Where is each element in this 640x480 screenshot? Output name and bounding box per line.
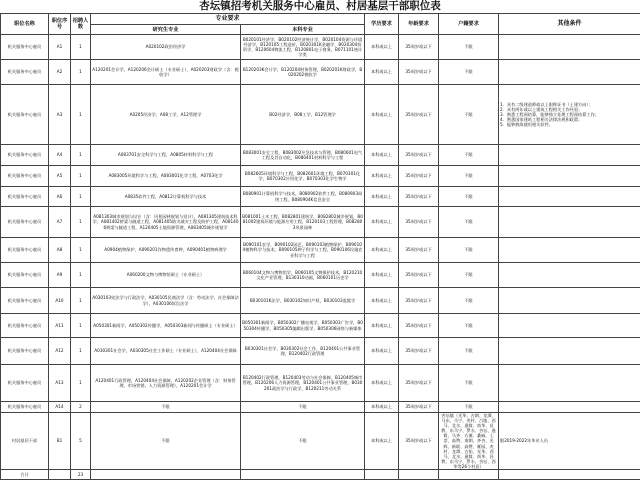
row-count: 1 xyxy=(71,314,91,338)
row-edu: 本科或以上 xyxy=(365,145,399,166)
row-pos-code: B1 xyxy=(49,413,71,470)
row-edu: 本科或以上 xyxy=(365,263,399,288)
row-grad: A0205经济学，A08工学，A12管理学 xyxy=(91,85,241,145)
row-hukou: 不限 xyxy=(439,365,499,402)
row-grad: A120401行政管理，A120404社会保障，A120202企业管理（含：财务管理、市场营销、人力资源管理），A120201会计学 xyxy=(91,365,241,402)
row-count: 1 xyxy=(71,35,91,60)
row-count: 1 xyxy=(71,263,91,288)
row-age: 35周岁或以下 xyxy=(399,187,439,207)
row-hukou: 不限 xyxy=(439,402,499,413)
row-pos-code: A12 xyxy=(49,338,71,365)
row-pos-name: 村居基层干部 xyxy=(1,413,49,470)
row-other xyxy=(499,187,640,207)
row-age: 35周岁或以下 xyxy=(399,402,439,413)
header-hukou: 户籍要求 xyxy=(439,14,499,35)
row-age: 35周岁或以下 xyxy=(399,145,439,166)
row-pos-code: A3 xyxy=(49,85,71,145)
row-ug: B080901计算机科学与技术，B080902软件工程，B080903网络工程，B080904K信息安全 xyxy=(241,187,365,207)
row-count: 1 xyxy=(71,238,91,263)
row-edu: 本科或以上 xyxy=(365,238,399,263)
total-grad xyxy=(91,470,241,480)
row-pos-name: 机关服务中心雇员 xyxy=(1,145,49,166)
row-edu: 本科或以上 xyxy=(365,207,399,238)
row-count: 5 xyxy=(71,413,91,470)
row-ug: B060104文物与博物馆学，B060105文物保护技术，B120210文化产业管理，B130310动画，B060101历史学 xyxy=(241,263,365,288)
row-edu: 本科或以上 xyxy=(365,413,399,470)
row-hukou: 不限 xyxy=(439,166,499,187)
row-edu: 本科或以上 xyxy=(365,166,399,187)
row-edu: 本科或以上 xyxy=(365,60,399,85)
row-ug: B020101经济学，B020102经济统计学，B020104资源与环境经济学，B120105工程造价，B020301K金融学，B020304投资学，B120604物流工程，B120801电子商务，B071101统计学类 xyxy=(241,35,365,60)
row-other xyxy=(499,338,640,365)
row-pos-name: 机关服务中心雇员 xyxy=(1,207,49,238)
row-pos-name: 机关服务中心雇员 xyxy=(1,35,49,60)
row-pos-code: A4 xyxy=(49,145,71,166)
table-row xyxy=(1,145,640,166)
header-row xyxy=(1,14,640,25)
row-age: 35周岁或以下 xyxy=(399,263,439,288)
row-edu: 本科或以上 xyxy=(365,338,399,365)
row-ug: B090101农学，B090102园艺，B090103植物保护，B090104植物科学与技术，B090105种子科学与工程，B090106设施农业科学与工程 xyxy=(241,238,365,263)
row-edu: 本科或以上 xyxy=(365,288,399,314)
table-row xyxy=(1,365,640,402)
table-row xyxy=(1,288,640,314)
table-row xyxy=(1,263,640,288)
row-hukou: 不限 xyxy=(439,60,499,85)
table-row xyxy=(1,187,640,207)
row-edu: 本科或以上 xyxy=(365,85,399,145)
row-pos-name: 机关服务中心雇员 xyxy=(1,85,49,145)
row-grad: A050301新闻学，A050302传播学，A050303新闻与传播硕士（专业硕士） xyxy=(91,314,241,338)
row-other xyxy=(499,166,640,187)
row-age: 35周岁或以下 xyxy=(399,314,439,338)
row-pos-name: 机关服务中心雇员 xyxy=(1,238,49,263)
total-hukou xyxy=(439,470,499,480)
row-count: 1 xyxy=(71,60,91,85)
row-age: 35周岁或以下 xyxy=(399,288,439,314)
row-other: 限2019-2022年毕业人员 xyxy=(499,413,640,470)
table-row xyxy=(1,35,640,60)
row-hukou: 不限 xyxy=(439,145,499,166)
total-label: 合计 xyxy=(1,470,49,480)
total-ug xyxy=(241,470,365,480)
row-grad: A083701安全科学与工程，A0805材料科学与工程 xyxy=(91,145,241,166)
row-hukou: 不限 xyxy=(439,187,499,207)
row-other xyxy=(499,314,640,338)
row-hukou: 不限 xyxy=(439,207,499,238)
row-other xyxy=(499,35,640,60)
row-ug: B030101K法学，B030102知识产权，B030103监狱学 xyxy=(241,288,365,314)
table-row xyxy=(1,207,640,238)
row-other xyxy=(499,145,640,166)
row-count: 2 xyxy=(71,402,91,413)
row-age: 35周岁或以下 xyxy=(399,166,439,187)
row-grad: A020102政治经济学 xyxy=(91,35,241,60)
table-row xyxy=(1,166,640,187)
row-other xyxy=(499,263,640,288)
row-pos-code: A6 xyxy=(49,187,71,207)
row-hukou: 不限 xyxy=(439,288,499,314)
row-ug: B082605环境科学与工程，B082601环境工程，B070301化学，B070302应用化学，B070303化学生物学 xyxy=(241,166,365,187)
row-edu: 本科或以上 xyxy=(365,187,399,207)
row-age: 35周岁或以下 xyxy=(399,365,439,402)
row-edu: 本科或以上 xyxy=(365,402,399,413)
row-pos-name: 机关服务中心雇员 xyxy=(1,365,49,402)
header-major-req: 专业要求 xyxy=(91,14,365,25)
total-count: 23 xyxy=(71,470,91,480)
row-other xyxy=(499,60,640,85)
table-row xyxy=(1,85,640,145)
row-pos-code: A14 xyxy=(49,402,71,413)
row-ug: B083001安全工程，B083002应急技术与管理，B080601电气工程及其自动化，B080401材料科学与工程 xyxy=(241,145,365,166)
row-pos-code: A7 xyxy=(49,207,71,238)
row-pos-name: 机关服务中心雇员 xyxy=(1,60,49,85)
row-age: 35周岁或以下 xyxy=(399,238,439,263)
row-pos-code: A11 xyxy=(49,314,71,338)
row-ug: B050301新闻学，B050302广播电视学，B050303广告学，B050304传播学，B050305编辑出版学，B050306网络与新媒体 xyxy=(241,314,365,338)
header-other: 其他条件 xyxy=(499,14,640,35)
row-grad: 不限 xyxy=(91,413,241,470)
row-grad: 不限 xyxy=(91,402,241,413)
header-count: 招聘人数 xyxy=(71,14,91,35)
row-count: 1 xyxy=(71,365,91,402)
row-pos-name: 机关服务中心雇员 xyxy=(1,402,49,413)
row-count: 1 xyxy=(71,338,91,365)
row-grad: A0835软件工程，A0812计算机科学与技术 xyxy=(91,187,241,207)
row-count: 1 xyxy=(71,85,91,145)
row-edu: 本科或以上 xyxy=(365,314,399,338)
row-pos-name: 机关服务中心雇员 xyxy=(1,314,49,338)
row-grad: A0904植物保护，A090201作物遗传育种，A090401植物病理学 xyxy=(91,238,241,263)
row-grad: A030301社会学，A030305社会工作硕士（专业硕士），A120404社会保障 xyxy=(91,338,241,365)
table-row xyxy=(1,60,640,85)
row-other xyxy=(499,238,640,263)
row-grad: A060200文物与博物馆硕士（专业硕士） xyxy=(91,263,241,288)
row-other xyxy=(499,365,640,402)
row-grad: A030103宪法学与行政法学，A030105民商法学（含：劳动法学、社会保障法学），A030106诉讼法学 xyxy=(91,288,241,314)
total-row xyxy=(1,470,640,480)
row-age: 35周岁或以下 xyxy=(399,207,439,238)
row-pos-code: A5 xyxy=(49,166,71,187)
row-other xyxy=(499,207,640,238)
row-age: 35周岁或以下 xyxy=(399,338,439,365)
header-pos-name: 职位名称 xyxy=(1,14,49,35)
row-pos-code: A13 xyxy=(49,365,71,402)
row-other xyxy=(499,288,640,314)
row-pos-name: 机关服务中心雇员 xyxy=(1,263,49,288)
row-edu: 本科或以上 xyxy=(365,365,399,402)
total-edu xyxy=(365,470,399,480)
header-age: 年龄要求 xyxy=(399,14,439,35)
row-pos-code: A2 xyxy=(49,60,71,85)
row-count: 1 xyxy=(71,145,91,166)
row-grad: A120201会计学，A120206会计硕士（专业硕士），A020203财政学（含：税收学） xyxy=(91,60,241,85)
row-other xyxy=(499,402,640,413)
row-ug: 不限 xyxy=(241,413,365,470)
row-ug: B030301社会学，B030302社会工作，B120401公共事业管理，B120402行政管理 xyxy=(241,338,365,365)
row-pos-name: 机关服务中心雇员 xyxy=(1,338,49,365)
row-hukou: 不限 xyxy=(439,263,499,288)
row-hukou: 杏坛镇（光华、古朗、龙潭、马东、马宁、麦村、吕地、西马、北水、逢简、南华、昌教、东马宁、罗水、杏坛、逢简、马齐、右滩、桑麻、七滘、高赞、南朗、齐杏、光辉、新联、高赞、雁园、麦村、龙潭、吉佑、光华、西马、北水、逢简、南华、昌教、东马宁、罗水、杏坛、西华等26个村居） xyxy=(439,413,499,470)
row-count: 1 xyxy=(71,166,91,187)
row-hukou: 不限 xyxy=(439,238,499,263)
row-grad: A083005环境科学与工程，A083001化学工程，A0703化学 xyxy=(91,166,241,187)
row-ug: 不限 xyxy=(241,402,365,413)
table-row xyxy=(1,338,640,365)
row-ug: B120203K会计学，B120204财务管理，B020201K财政学，B020202税收学 xyxy=(241,60,365,85)
row-other: 1．具有二级建造师或以上职称证书（土建方向）； 2．具有两年或以上建筑工程相关工作经验； 3．熟悉工程预结算，能够独立处理工程预结算工作； 4．熟悉国家建筑工程相关法律法规和政策； 5．能够熟练使用相关软件。 xyxy=(499,85,640,145)
row-count: 1 xyxy=(71,288,91,314)
header-edu: 学历要求 xyxy=(365,14,399,35)
total-age xyxy=(399,470,439,480)
header-ug: 本科专业 xyxy=(241,25,365,35)
total-code xyxy=(49,470,71,480)
row-pos-code: A8 xyxy=(49,238,71,263)
row-age: 35周岁或以下 xyxy=(399,85,439,145)
row-pos-name: 机关服务中心雇员 xyxy=(1,288,49,314)
row-pos-name: 机关服务中心雇员 xyxy=(1,166,49,187)
row-ug: B02经济学，B08工学，B12管理学 xyxy=(241,85,365,145)
row-pos-code: A1 xyxy=(49,35,71,60)
table-row xyxy=(1,402,640,413)
header-grad: 研究生专业 xyxy=(91,25,241,35)
row-hukou: 不限 xyxy=(439,85,499,145)
row-grad: A081303城市规划与设计（含：风景园林规划与设计），A081305建筑技术科学，A081402桥梁与隧道工程，A081405防灾减灾工程及防护工程，A081406桥梁与隧道工程，A120405土地资源管理，A083405城乡规划学 xyxy=(91,207,241,238)
row-count: 1 xyxy=(71,207,91,238)
row-pos-code: A9 xyxy=(49,263,71,288)
row-pos-name: 机关服务中心雇员 xyxy=(1,187,49,207)
table-row xyxy=(1,314,640,338)
row-hukou: 不限 xyxy=(439,35,499,60)
row-ug: B081001土木工程，B082801建筑学，B082802城乡规划，B081002建筑环境与能源应用工程，B120103工程管理，B082803风景园林 xyxy=(241,207,365,238)
table-row xyxy=(1,413,640,470)
total-other xyxy=(499,470,640,480)
row-count: 1 xyxy=(71,187,91,207)
row-age: 35周岁或以下 xyxy=(399,413,439,470)
position-table xyxy=(0,13,640,480)
row-edu: 本科或以上 xyxy=(365,35,399,60)
row-hukou: 不限 xyxy=(439,314,499,338)
row-age: 35周岁或以下 xyxy=(399,60,439,85)
row-pos-code: A10 xyxy=(49,288,71,314)
table-row xyxy=(1,238,640,263)
header-pos-code: 职位序号 xyxy=(49,14,71,35)
row-hukou: 不限 xyxy=(439,338,499,365)
row-ug: B120402行政管理，B120403劳动与社会保障，B120405城市管理，B120206人力资源管理，B120401公共事业管理，B030201政治学与行政学，B120211劳动关系 xyxy=(241,365,365,402)
page-title: 杏坛镇招考机关服务中心雇员、村居基层干部职位表 xyxy=(0,0,640,13)
row-age: 35周岁或以下 xyxy=(399,35,439,60)
